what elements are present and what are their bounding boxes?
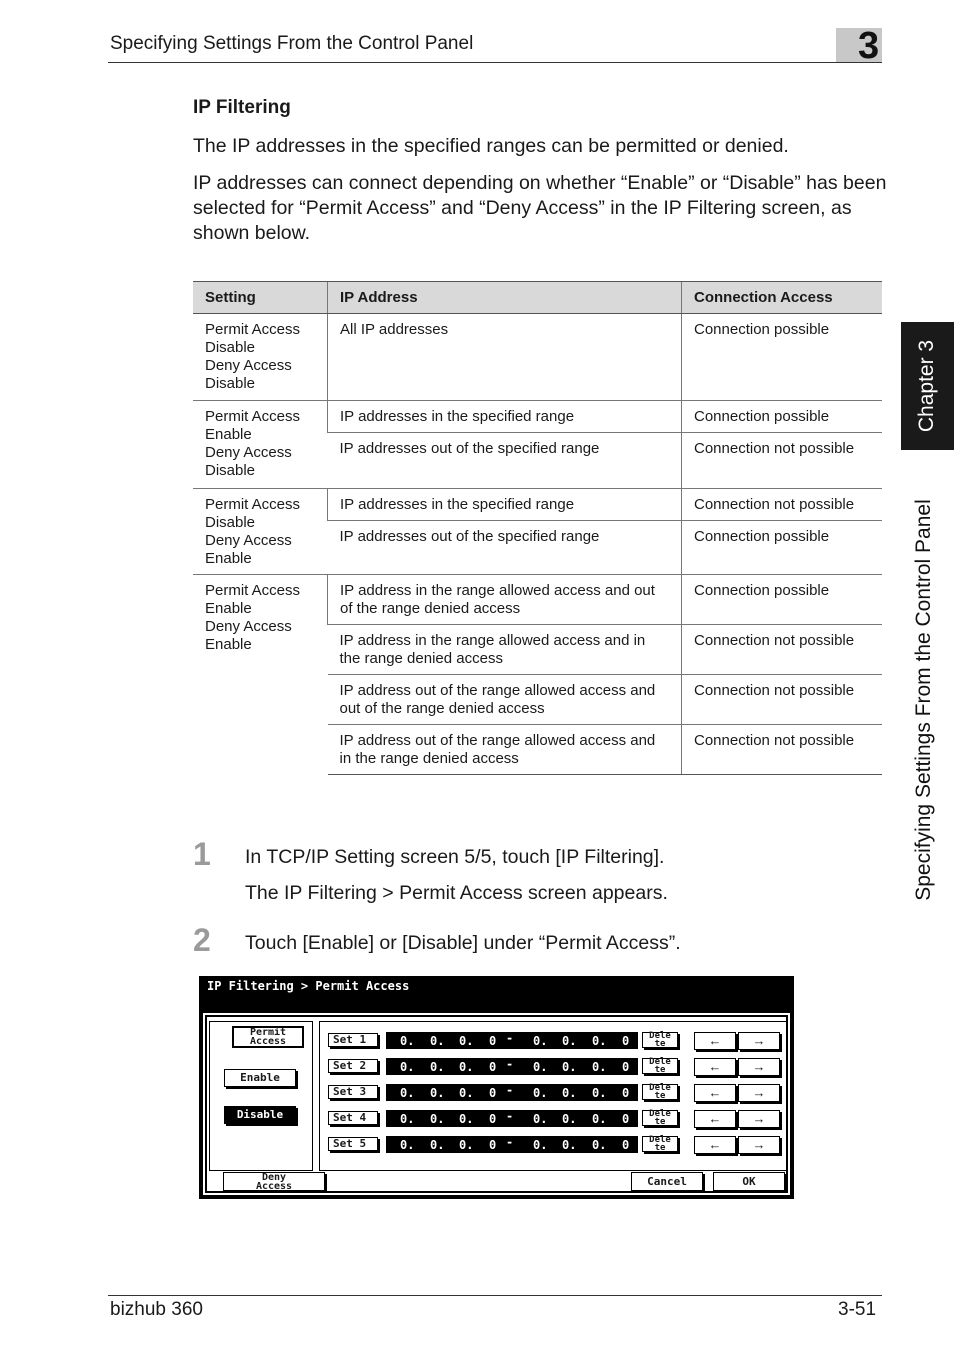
ok-button[interactable]: OK	[713, 1172, 785, 1191]
ip-range-field[interactable]	[386, 1136, 638, 1153]
ip-to-octet: 0.	[592, 1060, 607, 1074]
ip-from-octet: 0.	[459, 1060, 474, 1074]
ip-from-octet: 0.	[430, 1060, 445, 1074]
setting-line: Permit Access	[205, 408, 301, 425]
set-button[interactable]: Set 5	[328, 1137, 378, 1151]
page-number: 3-51	[838, 1299, 877, 1320]
column-header-ip-address: IP Address	[328, 282, 682, 314]
ip-cell: IP addresses in the specified range	[328, 401, 682, 433]
arrow-right-icon[interactable]: →	[738, 1032, 780, 1050]
access-cell: Connection possible	[682, 521, 883, 575]
arrow-left-icon[interactable]: ←	[694, 1084, 736, 1102]
range-dash: -	[506, 1057, 514, 1071]
step-number: 2	[193, 922, 211, 958]
ip-to-octet: 0.	[533, 1034, 548, 1048]
ip-to-octet: 0	[622, 1034, 630, 1048]
set-button[interactable]: Set 2	[328, 1059, 378, 1073]
permit-access-group	[209, 1021, 313, 1171]
access-cell: Connection not possible	[682, 675, 883, 725]
ip-from-octet: 0.	[400, 1138, 415, 1152]
arrow-left-icon[interactable]: ←	[694, 1058, 736, 1076]
description-paragraph: IP addresses can connect depending on whether “Enable” or “Disable” has been selected for “Permit Access” and “Deny Access” in the IP Filtering screen, as shown below.	[193, 172, 887, 244]
table-row	[193, 575, 882, 625]
ip-cell: All IP addresses	[328, 314, 682, 401]
ip-from-octet: 0.	[459, 1086, 474, 1100]
step-instruction: Touch [Enable] or [Disable] under “Permit Access”.	[245, 932, 681, 954]
ip-to-octet: 0.	[533, 1086, 548, 1100]
set-button[interactable]: Set 1	[328, 1033, 378, 1047]
access-cell: Connection possible	[682, 575, 883, 625]
disable-button[interactable]: Disable	[224, 1106, 296, 1124]
running-header-title: Specifying Settings From the Control Panel	[110, 33, 474, 54]
table-row	[193, 401, 882, 433]
ip-to-octet: 0.	[562, 1060, 577, 1074]
setting-line: Disable	[205, 514, 256, 531]
ip-from-octet: 0.	[430, 1086, 445, 1100]
column-header-connection-access: Connection Access	[682, 282, 883, 314]
range-dash: -	[506, 1083, 514, 1097]
chapter-number: 3	[858, 25, 880, 67]
ip-from-octet: 0	[489, 1086, 497, 1100]
control-panel-screen	[199, 976, 794, 1199]
ip-to-octet: 0.	[592, 1034, 607, 1048]
setting-line: Disable	[205, 339, 256, 356]
ip-from-octet: 0.	[430, 1034, 445, 1048]
deny-access-button[interactable]: Deny Access	[223, 1172, 325, 1191]
section-title: IP Filtering	[193, 97, 291, 118]
ip-cell: IP address in the range allowed access and in the range denied access	[328, 625, 682, 675]
ip-range-field[interactable]	[386, 1058, 638, 1075]
ip-to-octet: 0.	[533, 1138, 548, 1152]
arrow-left-icon[interactable]: ←	[694, 1136, 736, 1154]
ip-from-octet: 0.	[459, 1034, 474, 1048]
delete-button[interactable]: Delete	[642, 1032, 678, 1048]
ip-range-sets	[319, 1021, 787, 1171]
access-cell: Connection possible	[682, 401, 883, 433]
ip-to-octet: 0.	[562, 1034, 577, 1048]
table-row	[193, 489, 882, 521]
footer-rule	[108, 1295, 882, 1296]
ip-from-octet: 0.	[459, 1138, 474, 1152]
setting-cell	[193, 401, 328, 489]
ip-from-octet: 0	[489, 1060, 497, 1074]
ip-set-row	[320, 1058, 786, 1078]
ip-to-octet: 0	[622, 1086, 630, 1100]
setting-line: Enable	[205, 600, 252, 617]
arrow-left-icon[interactable]: ←	[694, 1032, 736, 1050]
access-cell: Connection not possible	[682, 725, 883, 775]
setting-line: Enable	[205, 550, 252, 567]
ip-from-octet: 0	[489, 1138, 497, 1152]
ip-from-octet: 0.	[459, 1112, 474, 1126]
ip-from-octet: 0	[489, 1112, 497, 1126]
setting-line: Deny Access	[205, 357, 292, 374]
ip-to-octet: 0	[622, 1112, 630, 1126]
set-button[interactable]: Set 3	[328, 1085, 378, 1099]
ip-to-octet: 0	[622, 1138, 630, 1152]
ip-to-octet: 0.	[592, 1138, 607, 1152]
ip-to-octet: 0.	[562, 1086, 577, 1100]
arrow-right-icon[interactable]: →	[738, 1058, 780, 1076]
ip-range-field[interactable]	[386, 1032, 638, 1049]
ip-to-octet: 0.	[562, 1138, 577, 1152]
ip-range-field[interactable]	[386, 1110, 638, 1127]
ip-filtering-table	[193, 281, 882, 775]
ip-from-octet: 0.	[430, 1138, 445, 1152]
setting-line: Enable	[205, 426, 252, 443]
access-cell: Connection not possible	[682, 625, 883, 675]
delete-button[interactable]: Delete	[642, 1058, 678, 1074]
column-header-setting: Setting	[193, 282, 328, 314]
access-cell: Connection not possible	[682, 433, 883, 489]
ip-set-row	[320, 1110, 786, 1130]
step-result: The IP Filtering > Permit Access screen appears.	[245, 882, 668, 904]
table-row	[193, 314, 882, 401]
delete-button[interactable]: Delete	[642, 1110, 678, 1126]
step-instruction: In TCP/IP Setting screen 5/5, touch [IP Filtering].	[245, 846, 665, 868]
setting-cell	[193, 489, 328, 575]
setting-cell	[193, 575, 328, 775]
ip-from-octet: 0.	[400, 1112, 415, 1126]
ip-from-octet: 0.	[400, 1034, 415, 1048]
ip-to-octet: 0	[622, 1060, 630, 1074]
ip-cell: IP address in the range allowed access and out of the range denied access	[328, 575, 682, 625]
sidebar-section-label: Specifying Settings From the Control Panel	[912, 499, 935, 901]
setting-line: Deny Access	[205, 532, 292, 549]
intro-paragraph: The IP addresses in the specified ranges can be permitted or denied.	[193, 135, 789, 157]
sidebar-chapter-label: Chapter 3	[915, 339, 938, 433]
screen-body	[202, 1012, 791, 1196]
cancel-button[interactable]: Cancel	[631, 1172, 703, 1191]
arrow-right-icon[interactable]: →	[738, 1084, 780, 1102]
header-rule	[108, 62, 882, 63]
setting-line: Permit Access	[205, 321, 301, 338]
ip-cell: IP address out of the range allowed access and in the range denied access	[328, 725, 682, 775]
setting-line: Permit Access	[205, 582, 301, 599]
arrow-left-icon[interactable]: ←	[694, 1110, 736, 1128]
range-dash: -	[506, 1031, 514, 1045]
ip-to-octet: 0.	[533, 1112, 548, 1126]
setting-line: Deny Access	[205, 618, 292, 635]
ip-to-octet: 0.	[562, 1112, 577, 1126]
ip-set-row	[320, 1084, 786, 1104]
ip-cell: IP addresses out of the specified range	[328, 433, 682, 489]
ip-cell: IP address out of the range allowed access and out of the range denied access	[328, 675, 682, 725]
setting-line: Disable	[205, 462, 256, 479]
screen-title: IP Filtering > Permit Access	[207, 979, 410, 993]
ip-set-row	[320, 1032, 786, 1052]
step-number: 1	[193, 836, 211, 872]
set-button[interactable]: Set 4	[328, 1111, 378, 1125]
setting-line: Permit Access	[205, 496, 301, 513]
range-dash: -	[506, 1135, 514, 1149]
permit-access-header: Permit Access	[232, 1026, 304, 1048]
enable-button[interactable]: Enable	[224, 1069, 296, 1087]
ip-set-row	[320, 1136, 786, 1156]
delete-button[interactable]: Delete	[642, 1136, 678, 1152]
ip-range-field[interactable]	[386, 1084, 638, 1101]
arrow-right-icon[interactable]: →	[738, 1136, 780, 1154]
ip-from-octet: 0.	[400, 1086, 415, 1100]
setting-line: Disable	[205, 375, 256, 392]
ip-to-octet: 0.	[592, 1086, 607, 1100]
ip-cell: IP addresses in the specified range	[328, 489, 682, 521]
setting-cell	[193, 314, 328, 401]
footer-product: bizhub 360	[110, 1299, 203, 1320]
arrow-right-icon[interactable]: →	[738, 1110, 780, 1128]
setting-line: Deny Access	[205, 444, 292, 461]
ip-from-octet: 0.	[400, 1060, 415, 1074]
ip-from-octet: 0.	[430, 1112, 445, 1126]
delete-button[interactable]: Delete	[642, 1084, 678, 1100]
ip-cell: IP addresses out of the specified range	[328, 521, 682, 575]
setting-line: Enable	[205, 636, 252, 653]
range-dash: -	[506, 1109, 514, 1123]
access-cell: Connection not possible	[682, 489, 883, 521]
ip-from-octet: 0	[489, 1034, 497, 1048]
ip-to-octet: 0.	[533, 1060, 548, 1074]
ip-to-octet: 0.	[592, 1112, 607, 1126]
access-cell: Connection possible	[682, 314, 883, 401]
table-header-row	[193, 282, 882, 314]
